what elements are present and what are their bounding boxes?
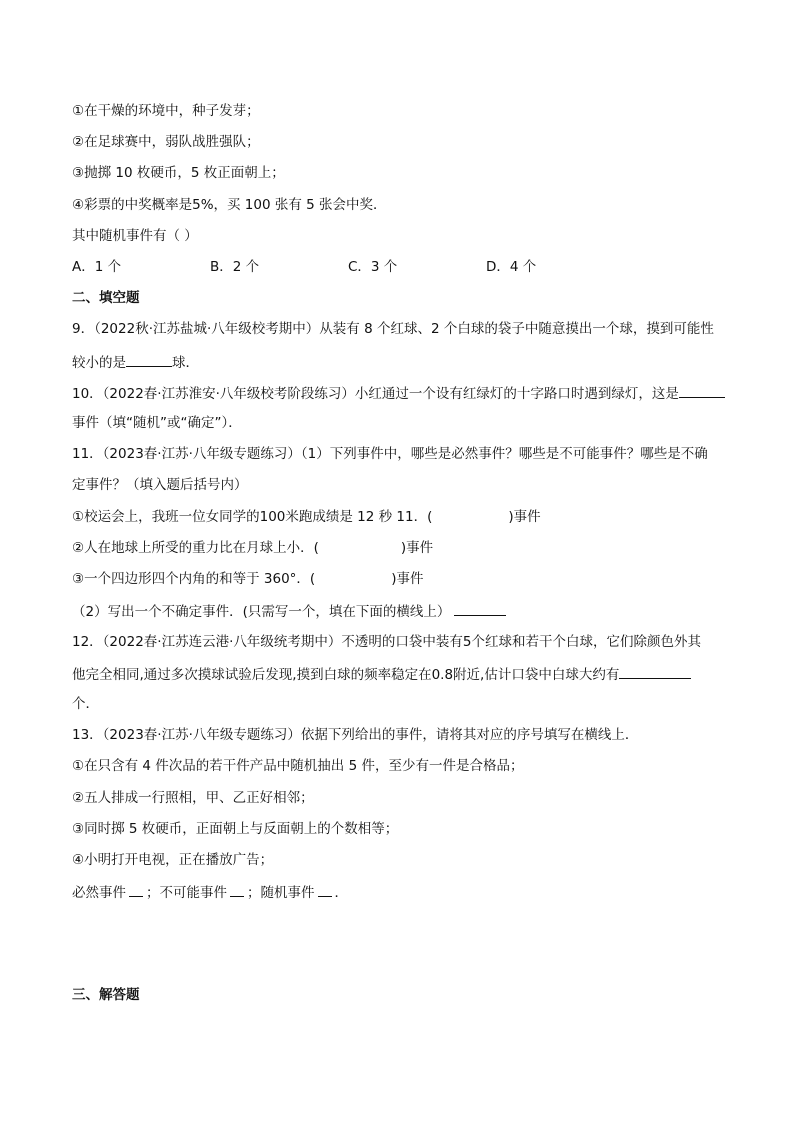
q13-item-3: ③同时掷 5 枚硬币，正面朝上与反面朝上的个数相等； — [72, 821, 399, 837]
q12-answer-blank[interactable] — [619, 664, 691, 679]
q9-line-2 — [72, 352, 199, 372]
q10-answer-blank[interactable] — [679, 383, 725, 398]
q10-line-1 — [72, 383, 725, 403]
q11-part-2-blank[interactable] — [454, 601, 506, 616]
q8-item-2: ②在足球赛中，弱队战胜强队； — [72, 134, 260, 150]
q11-item-3: ③一个四边形四个内角的和等于 360°．( )事件 — [72, 571, 424, 587]
section-title-fill-in: 二、填空题 — [72, 290, 140, 306]
option-b: B．2 个 — [210, 259, 260, 275]
q8-question: 其中随机事件有（ ） — [72, 228, 198, 244]
q11-line-2: 定事件？（填入题后括号内） — [72, 477, 248, 493]
q10-line-2: 事件（填“随机”或“确定”）． — [72, 415, 242, 431]
q11-line-1: 11．（2023春·江苏·八年级专题练习）（1）下列事件中，哪些是必然事件？哪些是不可能事件？哪些是不确 — [72, 446, 708, 462]
q11-item-2: ②人在地球上所受的重力比在月球上小．( )事件 — [72, 540, 434, 556]
q9-text-pre: 较小的是 — [72, 355, 126, 371]
q8-item-4: ④彩票的中奖概率是5%，买 100 张有 5 张会中奖． — [72, 197, 387, 213]
q11-part-2: （2）写出一个不确定事件．(只需写一个，填在下面的横线上） — [72, 601, 506, 621]
q8-item-1: ①在干燥的环境中，种子发芽； — [72, 103, 260, 119]
q13-certain-blank[interactable] — [129, 882, 143, 897]
q10-text: 10．（2022春·江苏淮安·八年级校考阶段练习）小红通过一个设有红绿灯的十字路口时遇到绿灯，这是 — [72, 386, 679, 402]
option-d: D．4 个 — [486, 259, 537, 275]
section-title-solutions: 三、解答题 — [72, 987, 140, 1003]
q13-item-1: ①在只含有 4 件次品的若干件产品中随机抽出 5 件，至少有一件是合格品； — [72, 758, 524, 774]
q12-line-1: 12．（2022春·江苏连云港·八年级统考期中）不透明的口袋中装有5个红球和若干个白球，它们除颜色外其 — [72, 634, 701, 650]
q13-impossible-blank[interactable] — [230, 882, 244, 897]
q13-line-1: 13．（2023春·江苏·八年级专题练习）依据下列给出的事件，请将其对应的序号填写在横线上． — [72, 727, 639, 743]
q11-item-1: ①校运会上，我班一位女同学的100米跑成绩是 12 秒 11．( )事件 — [72, 509, 541, 525]
q13-random-blank[interactable] — [318, 882, 332, 897]
q13-answer-line: 必然事件 ；不可能事件 ；随机事件 ． — [72, 882, 348, 902]
option-a: A．1 个 — [72, 259, 122, 275]
q13-item-2: ②五人排成一行照相，甲、乙正好相邻； — [72, 790, 314, 806]
q12-line-3: 个． — [72, 696, 99, 712]
q9-text-post: 球． — [172, 355, 199, 371]
q8-item-3: ③抛掷 10 枚硬币，5 枚正面朝上； — [72, 165, 285, 181]
q9-answer-blank[interactable] — [126, 352, 172, 367]
q8-options — [72, 258, 624, 276]
q13-item-4: ④小明打开电视，正在播放广告； — [72, 852, 274, 868]
q12-line-2: 他完全相同,通过多次摸球试验后发现,摸到白球的频率稳定在0.8附近,估计口袋中白球大约有 — [72, 664, 691, 684]
option-c: C．3 个 — [348, 259, 398, 275]
q9-line-1: 9．（2022秋·江苏盐城·八年级校考期中）从装有 8 个红球、2 个白球的袋子中随意摸出一个球，摸到可能性 — [72, 321, 714, 337]
